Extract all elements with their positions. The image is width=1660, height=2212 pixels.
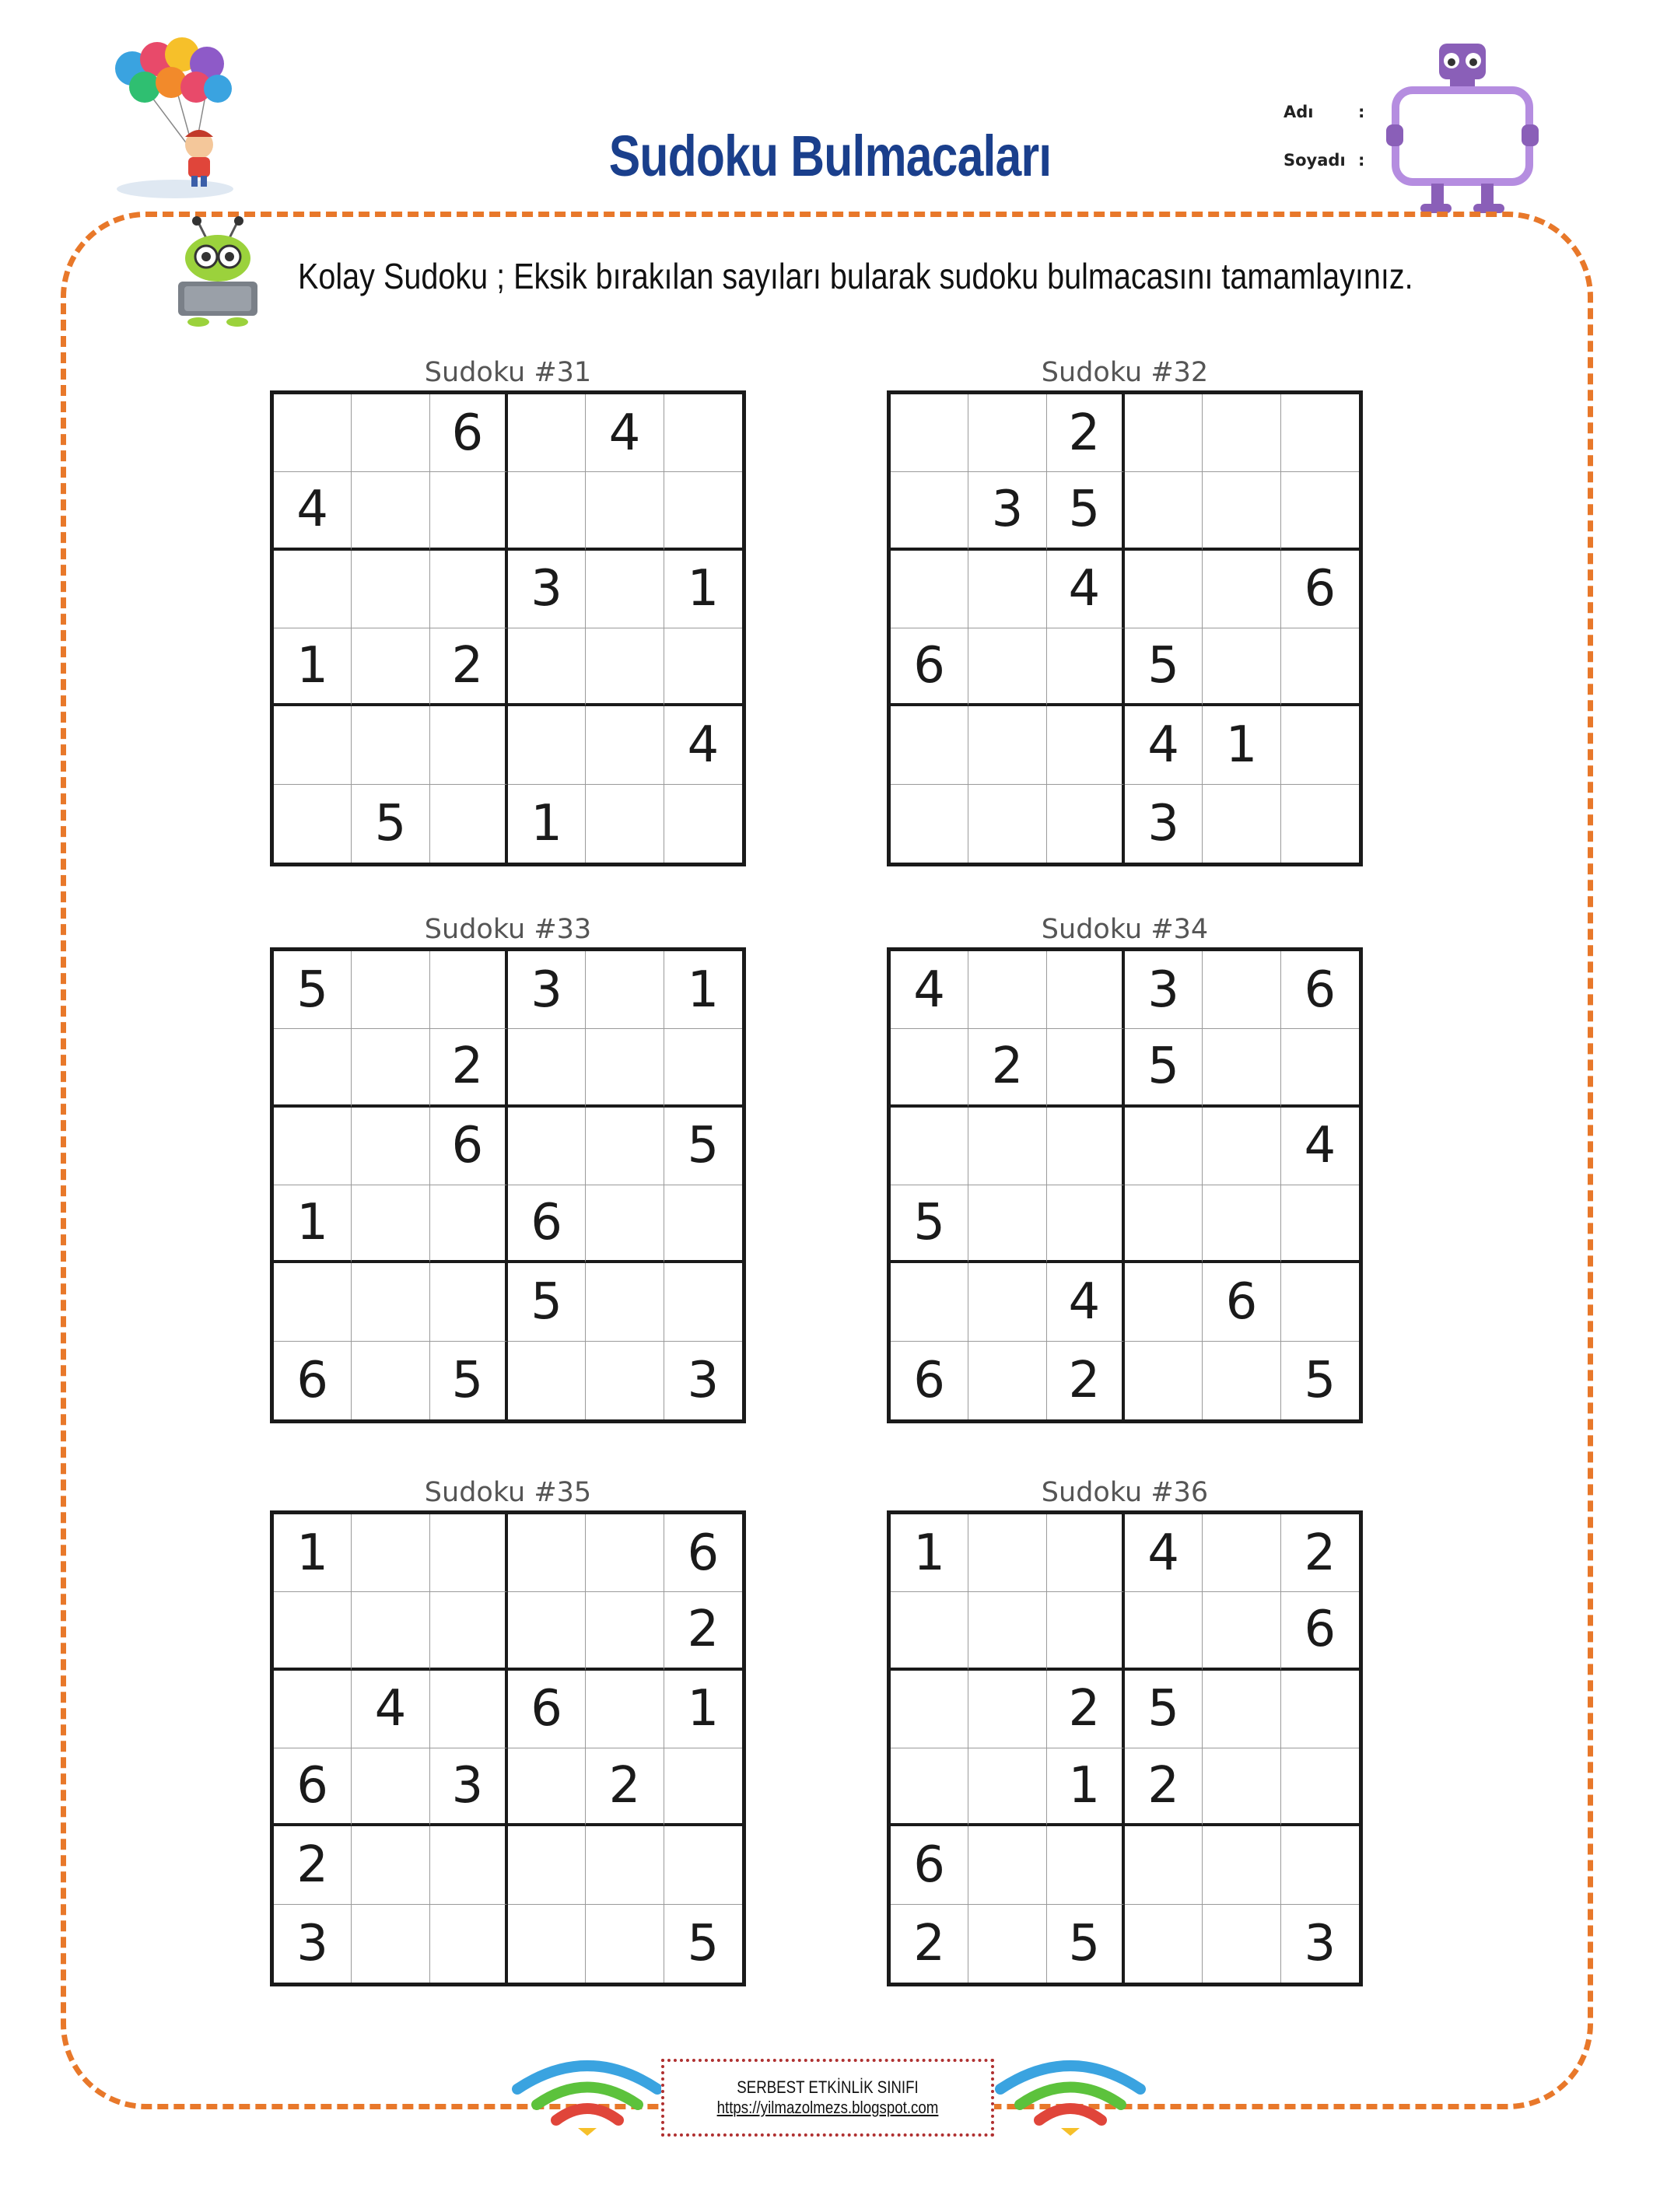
- sudoku-cell[interactable]: [664, 628, 742, 706]
- sudoku-cell[interactable]: [274, 1108, 352, 1185]
- sudoku-cell: 5: [1125, 628, 1203, 706]
- sudoku-cell[interactable]: [891, 394, 968, 472]
- sudoku-cell: 2: [1047, 394, 1125, 472]
- sudoku-cell[interactable]: [1047, 1592, 1125, 1670]
- sudoku-cell[interactable]: [1203, 472, 1280, 550]
- sudoku-cell[interactable]: [1125, 394, 1203, 472]
- sudoku-cell[interactable]: [1203, 785, 1280, 863]
- sudoku-cell[interactable]: [1203, 1592, 1280, 1670]
- sudoku-puzzle-34: [887, 912, 1363, 1423]
- footer-link[interactable]: https://yilmazolmezs.blogspot.com: [716, 2098, 939, 2117]
- sudoku-cell[interactable]: [586, 1592, 664, 1670]
- sudoku-cell: 6: [1281, 1592, 1359, 1670]
- sudoku-cell: 1: [508, 785, 586, 863]
- sudoku-cell[interactable]: [430, 1185, 508, 1263]
- sudoku-cell: 1: [1047, 1748, 1125, 1826]
- sudoku-cell[interactable]: [968, 1592, 1046, 1670]
- sudoku-cell: 6: [891, 1342, 968, 1419]
- sudoku-cell[interactable]: [352, 1185, 429, 1263]
- sudoku-cell: 2: [430, 628, 508, 706]
- sudoku-cell[interactable]: [508, 628, 586, 706]
- sudoku-cell: 4: [586, 394, 664, 472]
- sudoku-cell[interactable]: [430, 1905, 508, 1983]
- sudoku-cell[interactable]: [430, 472, 508, 550]
- sudoku-grid: [270, 947, 746, 1423]
- sudoku-cell[interactable]: [430, 1514, 508, 1592]
- sudoku-cell[interactable]: [1203, 1342, 1280, 1419]
- sudoku-cell[interactable]: [274, 706, 352, 784]
- sudoku-cell[interactable]: [664, 472, 742, 550]
- sudoku-cell: 3: [274, 1905, 352, 1983]
- sudoku-cell[interactable]: [891, 1263, 968, 1341]
- sudoku-cell: 3: [1125, 951, 1203, 1029]
- sudoku-cell: 1: [664, 951, 742, 1029]
- sudoku-cell: 1: [274, 628, 352, 706]
- sudoku-cell[interactable]: [352, 472, 429, 550]
- sudoku-cell[interactable]: [1203, 551, 1280, 628]
- sudoku-cell[interactable]: [508, 1826, 586, 1904]
- sudoku-puzzle-35: [270, 1475, 746, 1986]
- sudoku-cell: 6: [1203, 1263, 1280, 1341]
- sudoku-cell[interactable]: [586, 1185, 664, 1263]
- sudoku-cell[interactable]: [274, 1263, 352, 1341]
- sudoku-cell: 2: [968, 1029, 1046, 1107]
- sudoku-cell: 6: [1281, 951, 1359, 1029]
- sudoku-cell[interactable]: [586, 1342, 664, 1419]
- sudoku-cell: 5: [352, 785, 429, 863]
- sudoku-cell[interactable]: [1203, 1826, 1280, 1904]
- sudoku-cell[interactable]: [1281, 1826, 1359, 1904]
- sudoku-cell[interactable]: [664, 1185, 742, 1263]
- sudoku-cell[interactable]: [586, 1671, 664, 1748]
- sudoku-cell[interactable]: [508, 1108, 586, 1185]
- sudoku-cell[interactable]: [586, 1514, 664, 1592]
- puzzle-title: Sudoku #31: [424, 357, 592, 388]
- sudoku-cell[interactable]: [968, 628, 1046, 706]
- sudoku-cell[interactable]: [352, 951, 429, 1029]
- sudoku-cell[interactable]: [1125, 1826, 1203, 1904]
- sudoku-cell: 2: [586, 1748, 664, 1826]
- sudoku-cell: 6: [891, 628, 968, 706]
- sudoku-cell[interactable]: [664, 1263, 742, 1341]
- sudoku-cell[interactable]: [1203, 394, 1280, 472]
- sudoku-cell[interactable]: [274, 1592, 352, 1670]
- sudoku-cell: 5: [1304, 1351, 1336, 1409]
- sudoku-cell[interactable]: [891, 1748, 968, 1826]
- sudoku-cell[interactable]: [1047, 951, 1125, 1029]
- sudoku-cell[interactable]: [430, 551, 508, 628]
- sudoku-cell: 3: [968, 472, 1046, 550]
- puzzle-title: Sudoku #32: [1041, 357, 1209, 388]
- rainbow-arcs-left-icon: [510, 2050, 665, 2136]
- sudoku-cell[interactable]: [1203, 1748, 1280, 1826]
- sudoku-cell[interactable]: [968, 1905, 1046, 1983]
- sudoku-cell[interactable]: [968, 1342, 1046, 1419]
- sudoku-cell[interactable]: [586, 785, 664, 863]
- sudoku-cell: 4: [1047, 551, 1125, 628]
- sudoku-cell[interactable]: [586, 1905, 664, 1983]
- sudoku-cell[interactable]: [1281, 1263, 1359, 1341]
- sudoku-cell[interactable]: [968, 394, 1046, 472]
- sudoku-cell: 4: [664, 706, 742, 784]
- sudoku-cell[interactable]: [1203, 1108, 1280, 1185]
- puzzle-title: Sudoku #33: [424, 914, 592, 945]
- surname-label: Soyadı: [1284, 151, 1346, 170]
- sudoku-cell: 1: [1203, 706, 1280, 784]
- sudoku-cell: 6: [508, 1185, 586, 1263]
- sudoku-cell: 2: [1047, 1671, 1125, 1748]
- sudoku-cell[interactable]: [352, 394, 429, 472]
- sudoku-cell[interactable]: [1281, 472, 1359, 550]
- sudoku-cell: 4: [1125, 1514, 1203, 1592]
- sudoku-cell[interactable]: [1281, 628, 1359, 706]
- sudoku-cell[interactable]: [1281, 1185, 1359, 1263]
- sudoku-cell[interactable]: [664, 1748, 742, 1826]
- puzzle-title: Sudoku #35: [424, 1477, 592, 1508]
- sudoku-cell[interactable]: [586, 551, 664, 628]
- sudoku-cell[interactable]: [430, 1263, 508, 1341]
- sudoku-cell[interactable]: [968, 1826, 1046, 1904]
- surname-field[interactable]: [1284, 151, 1365, 170]
- sudoku-cell[interactable]: [968, 1108, 1046, 1185]
- sudoku-cell[interactable]: [1047, 1826, 1125, 1904]
- sudoku-cell[interactable]: [430, 1826, 508, 1904]
- sudoku-cell[interactable]: [891, 472, 968, 550]
- sudoku-cell[interactable]: [352, 1342, 429, 1419]
- sudoku-cell[interactable]: [274, 1671, 352, 1748]
- sudoku-grid: [270, 390, 746, 866]
- sudoku-cell[interactable]: [1281, 1748, 1359, 1826]
- sudoku-cell: 2: [1047, 1342, 1125, 1419]
- sudoku-cell[interactable]: [891, 1671, 968, 1748]
- sudoku-cell: 4: [1047, 1263, 1125, 1341]
- sudoku-cell: 1: [274, 1514, 352, 1592]
- sudoku-cell: 1: [664, 551, 742, 628]
- sudoku-cell[interactable]: [508, 706, 586, 784]
- sudoku-puzzle-33: [270, 912, 746, 1423]
- sudoku-cell[interactable]: [1047, 1029, 1125, 1107]
- sudoku-cell: 5: [687, 1914, 720, 1972]
- sudoku-cell: 5: [274, 951, 352, 1029]
- sudoku-cell[interactable]: [586, 1029, 664, 1107]
- sudoku-cell[interactable]: [352, 1514, 429, 1592]
- sudoku-cell[interactable]: [586, 1263, 664, 1341]
- sudoku-cell[interactable]: [664, 1826, 742, 1904]
- sudoku-cell[interactable]: [1047, 785, 1125, 863]
- sudoku-cell[interactable]: [586, 1108, 664, 1185]
- sudoku-cell[interactable]: [274, 551, 352, 628]
- sudoku-cell: 4: [274, 472, 352, 550]
- sudoku-grid: [887, 1510, 1363, 1986]
- sudoku-cell[interactable]: [352, 1029, 429, 1107]
- sudoku-grid: [270, 1510, 746, 1986]
- sudoku-grid: [887, 390, 1363, 866]
- sudoku-cell: 2: [430, 1029, 508, 1107]
- sudoku-cell[interactable]: [352, 1108, 429, 1185]
- sudoku-cell[interactable]: [274, 1029, 352, 1107]
- footer-class-name: SERBEST ETKİNLİK SINIFI: [737, 2077, 919, 2097]
- sudoku-cell[interactable]: [1047, 1514, 1125, 1592]
- sudoku-cell[interactable]: [586, 1826, 664, 1904]
- sudoku-cell: 5: [430, 1342, 508, 1419]
- sudoku-cell: 5: [1047, 1905, 1125, 1983]
- sudoku-cell[interactable]: [430, 706, 508, 784]
- sudoku-cell[interactable]: [891, 706, 968, 784]
- sudoku-cell[interactable]: [430, 785, 508, 863]
- sudoku-cell: 3: [1125, 785, 1203, 863]
- sudoku-cell: 1: [891, 1514, 968, 1592]
- sudoku-cell[interactable]: [508, 1514, 586, 1592]
- sudoku-cell: 3: [1304, 1914, 1336, 1972]
- sudoku-cell: 4: [891, 951, 968, 1029]
- sudoku-cell[interactable]: [1125, 1905, 1203, 1983]
- sudoku-cell[interactable]: [664, 394, 742, 472]
- sudoku-cell: 6: [430, 1108, 508, 1185]
- sudoku-cell: 4: [1281, 1108, 1359, 1185]
- sudoku-cell[interactable]: [430, 1592, 508, 1670]
- sudoku-puzzle-32: [887, 355, 1363, 866]
- sudoku-cell[interactable]: [968, 1671, 1046, 1748]
- sudoku-puzzle-31: [270, 355, 746, 866]
- rainbow-arcs-right-icon: [993, 2050, 1148, 2136]
- page-title: Sudoku Bulmacaları: [608, 123, 1052, 188]
- sudoku-cell[interactable]: [352, 1905, 429, 1983]
- sudoku-cell[interactable]: [1047, 1185, 1125, 1263]
- sudoku-cell: 5: [891, 1185, 968, 1263]
- sudoku-cell: 6: [664, 1514, 742, 1592]
- sudoku-cell[interactable]: [1125, 472, 1203, 550]
- sudoku-cell[interactable]: [968, 1514, 1046, 1592]
- sudoku-cell[interactable]: [968, 1748, 1046, 1826]
- sudoku-cell[interactable]: [1281, 1029, 1359, 1107]
- sudoku-grid: [887, 947, 1363, 1423]
- sudoku-cell[interactable]: [1047, 706, 1125, 784]
- sudoku-cell: 2: [1281, 1514, 1359, 1592]
- sudoku-cell: 5: [1125, 1029, 1203, 1107]
- sudoku-cell[interactable]: [274, 785, 352, 863]
- sudoku-cell[interactable]: [508, 394, 586, 472]
- robot-sign-illustration: [1385, 39, 1556, 218]
- sudoku-puzzle-36: [887, 1475, 1363, 1986]
- sudoku-cell: 6: [430, 394, 508, 472]
- sudoku-cell[interactable]: [586, 628, 664, 706]
- sudoku-cell: 3: [508, 951, 586, 1029]
- sudoku-cell[interactable]: [1281, 1671, 1359, 1748]
- sudoku-cell[interactable]: [1203, 1514, 1280, 1592]
- sudoku-cell[interactable]: [968, 785, 1046, 863]
- sudoku-cell[interactable]: [352, 1592, 429, 1670]
- sudoku-cell: 3: [687, 1351, 720, 1409]
- instruction-text: Kolay Sudoku ; Eksik bırakılan sayıları bularak sudoku bulmacasını tamamlayınız.: [298, 256, 1413, 296]
- sudoku-cell: 5: [1047, 472, 1125, 550]
- sudoku-cell: 2: [891, 1905, 968, 1983]
- sudoku-cell[interactable]: [1125, 551, 1203, 628]
- sudoku-cell[interactable]: [508, 1748, 586, 1826]
- sudoku-cell[interactable]: [1203, 951, 1280, 1029]
- sudoku-cell[interactable]: [1125, 1263, 1203, 1341]
- sudoku-cell[interactable]: [430, 1671, 508, 1748]
- sudoku-cell[interactable]: [891, 1592, 968, 1670]
- sudoku-cell[interactable]: [1125, 1185, 1203, 1263]
- sudoku-cell: 1: [664, 1671, 742, 1748]
- sudoku-cell[interactable]: [508, 1592, 586, 1670]
- sudoku-cell[interactable]: [1203, 1671, 1280, 1748]
- sudoku-cell: 3: [430, 1748, 508, 1826]
- name-colon: :: [1358, 103, 1365, 121]
- sudoku-cell: 6: [891, 1826, 968, 1904]
- sudoku-cell[interactable]: [968, 1263, 1046, 1341]
- footer-box: [661, 2059, 994, 2137]
- sudoku-cell[interactable]: [968, 551, 1046, 628]
- sudoku-cell: 5: [508, 1263, 586, 1341]
- sudoku-cell: 5: [664, 1108, 742, 1185]
- surname-colon: :: [1358, 151, 1365, 170]
- sudoku-cell: 3: [508, 551, 586, 628]
- sudoku-cell[interactable]: [1203, 1029, 1280, 1107]
- sudoku-cell[interactable]: [508, 472, 586, 550]
- sudoku-cell: 4: [1125, 706, 1203, 784]
- sudoku-cell[interactable]: [508, 1029, 586, 1107]
- sudoku-cell: 2: [1125, 1748, 1203, 1826]
- sudoku-cell[interactable]: [968, 1185, 1046, 1263]
- sudoku-cell[interactable]: [586, 951, 664, 1029]
- sudoku-cell[interactable]: [352, 706, 429, 784]
- sudoku-cell[interactable]: [352, 551, 429, 628]
- sudoku-cell[interactable]: [1125, 1342, 1203, 1419]
- sudoku-cell[interactable]: [891, 551, 968, 628]
- sudoku-cell[interactable]: [1203, 1185, 1280, 1263]
- sudoku-cell[interactable]: [891, 1108, 968, 1185]
- sudoku-cell: 2: [274, 1826, 352, 1904]
- sudoku-cell[interactable]: [352, 1748, 429, 1826]
- name-field[interactable]: [1284, 103, 1365, 121]
- sudoku-cell[interactable]: [1281, 394, 1359, 472]
- sudoku-cell[interactable]: [430, 951, 508, 1029]
- sudoku-cell: 1: [274, 1185, 352, 1263]
- sudoku-cell: 2: [664, 1592, 742, 1670]
- sudoku-cell[interactable]: [1281, 785, 1359, 863]
- green-robot-icon: [167, 212, 268, 328]
- sudoku-cell[interactable]: [968, 951, 1046, 1029]
- sudoku-cell: 6: [1281, 551, 1359, 628]
- sudoku-cell[interactable]: [274, 394, 352, 472]
- sudoku-cell[interactable]: [352, 1826, 429, 1904]
- sudoku-cell[interactable]: [508, 1342, 586, 1419]
- puzzle-title: Sudoku #36: [1041, 1477, 1209, 1508]
- sudoku-cell[interactable]: [1281, 706, 1359, 784]
- sudoku-cell: 5: [1125, 1671, 1203, 1748]
- sudoku-cell[interactable]: [586, 706, 664, 784]
- sudoku-cell[interactable]: [586, 472, 664, 550]
- puzzle-title: Sudoku #34: [1041, 914, 1209, 945]
- sudoku-cell[interactable]: [664, 1029, 742, 1107]
- sudoku-cell[interactable]: [1125, 1108, 1203, 1185]
- sudoku-cell[interactable]: [352, 628, 429, 706]
- sudoku-cell[interactable]: [664, 785, 742, 863]
- sudoku-cell[interactable]: [1203, 1905, 1280, 1983]
- sudoku-cell[interactable]: [968, 706, 1046, 784]
- sudoku-cell[interactable]: [1203, 628, 1280, 706]
- sudoku-cell[interactable]: [891, 785, 968, 863]
- sudoku-cell: 6: [274, 1748, 352, 1826]
- sudoku-cell[interactable]: [508, 1905, 586, 1983]
- sudoku-cell: 6: [274, 1342, 352, 1419]
- name-label: Adı: [1284, 103, 1314, 121]
- sudoku-cell[interactable]: [1047, 628, 1125, 706]
- sudoku-cell[interactable]: [1047, 1108, 1125, 1185]
- sudoku-cell: 4: [352, 1671, 429, 1748]
- sudoku-cell[interactable]: [352, 1263, 429, 1341]
- sudoku-cell[interactable]: [1125, 1592, 1203, 1670]
- sudoku-cell[interactable]: [891, 1029, 968, 1107]
- sudoku-cell: 6: [508, 1671, 586, 1748]
